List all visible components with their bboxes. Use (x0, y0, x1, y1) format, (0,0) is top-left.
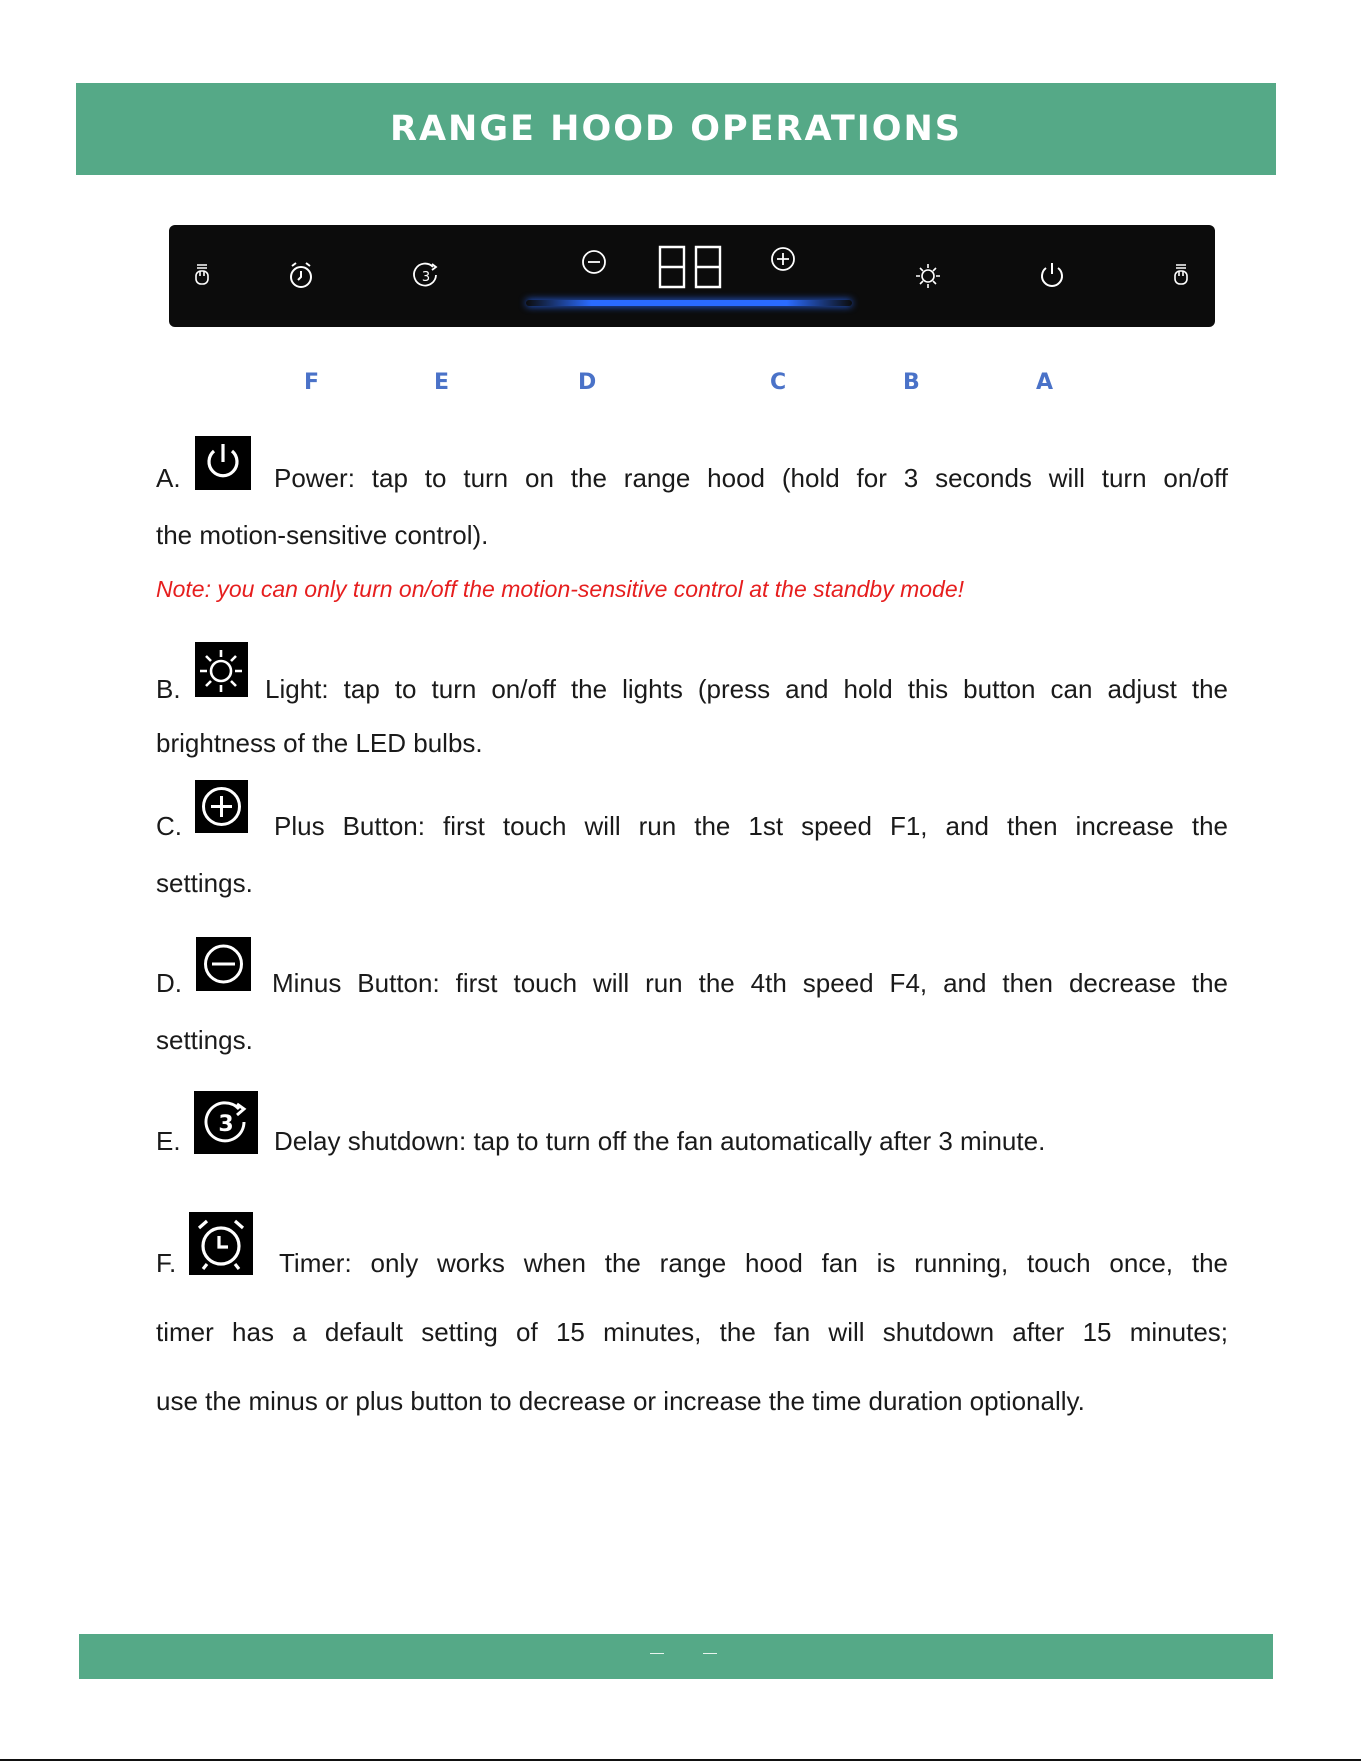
item-label: C. (156, 811, 182, 841)
item-light (156, 640, 1228, 760)
delay-icon (194, 1091, 258, 1154)
item-text: use the minus or plus button to decrease or increase the time duration optionally. (156, 1386, 1085, 1416)
note-text: Note: you can only turn on/off the motion-sensitive control at the standby mode! (156, 576, 965, 602)
item-label: B. (156, 674, 181, 704)
item-delay (156, 1090, 1228, 1160)
footer-dash (703, 1653, 717, 1654)
footer-dash (650, 1653, 664, 1654)
control-panel-image (169, 225, 1215, 327)
item-text: settings. (156, 1025, 253, 1055)
button-letter-row (0, 370, 1361, 400)
item-text: Power: tap to turn on the range hood (hold for 3 seconds will turn on/off (274, 463, 1228, 493)
item-power (156, 433, 1228, 553)
svg-text:3: 3 (218, 1112, 234, 1137)
letter-b: B (903, 370, 920, 395)
letter-f: F (304, 370, 320, 395)
item-label: D. (156, 968, 182, 998)
segment-display (656, 243, 724, 291)
item-minus (156, 935, 1228, 1055)
item-text: brightness of the LED bulbs. (156, 728, 483, 758)
item-text: Delay shutdown: tap to turn off the fan automatically after 3 minute. (274, 1126, 1046, 1156)
display-glow (526, 300, 852, 306)
minus-icon (196, 937, 251, 991)
power-icon (195, 436, 251, 490)
letter-a: A (1036, 370, 1054, 395)
light-icon (195, 642, 248, 697)
plus-icon (763, 239, 803, 279)
item-text: the motion-sensitive control). (156, 520, 489, 550)
plus-icon (195, 780, 248, 833)
power-icon (1032, 255, 1072, 295)
letter-e: E (434, 370, 450, 395)
letter-c: C (770, 370, 787, 395)
footer-bar (79, 1634, 1273, 1679)
header-bar (76, 83, 1276, 175)
motion-left-icon (183, 255, 223, 295)
letter-d: D (578, 370, 597, 395)
item-label: A. (156, 463, 181, 493)
motion-right-icon (1162, 255, 1202, 295)
item-label: F. (156, 1248, 177, 1278)
timer-icon (189, 1212, 253, 1275)
item-label: E. (156, 1126, 181, 1156)
item-text: Timer: only works when the range hood fan is running, touch once, the (279, 1248, 1228, 1278)
item-text: Plus Button: first touch will run the 1st speed F1, and then increase the (274, 811, 1228, 841)
item-text: settings. (156, 868, 253, 898)
item-timer (156, 1208, 1228, 1428)
page-title: RANGE HOOD OPERATIONS (390, 109, 962, 149)
item-plus (156, 778, 1228, 898)
light-icon (908, 255, 948, 295)
timer-icon (281, 255, 321, 295)
item-text: Light: tap to turn on/off the lights (press and hold this button can adjust the (265, 674, 1228, 704)
item-text: timer has a default setting of 15 minutes, the fan will shutdown after 15 minutes; (156, 1317, 1228, 1347)
item-text: Minus Button: first touch will run the 4th speed F4, and then decrease the (272, 968, 1228, 998)
delay-icon (406, 255, 446, 295)
minus-icon (574, 242, 614, 282)
svg-text:3: 3 (421, 270, 431, 285)
